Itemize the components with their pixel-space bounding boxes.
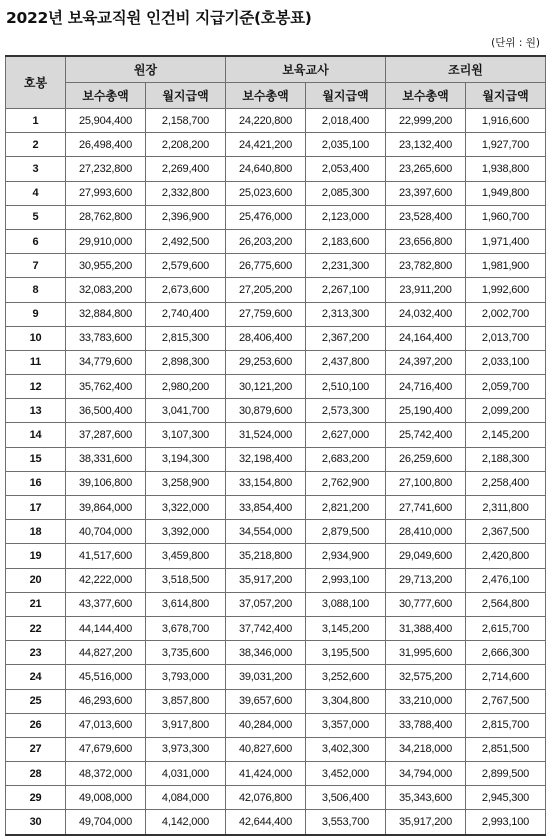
total-pay-cell: 30,121,200 (226, 375, 306, 399)
total-pay-cell: 44,827,200 (66, 641, 146, 665)
total-pay-cell: 38,346,000 (226, 641, 306, 665)
total-pay-cell: 39,864,000 (66, 496, 146, 520)
monthly-pay-cell: 2,188,300 (466, 447, 546, 471)
monthly-pay-cell: 2,683,200 (306, 447, 386, 471)
hobong-number: 14 (6, 423, 66, 447)
total-pay-cell: 26,775,600 (226, 254, 306, 278)
total-pay-cell: 34,218,000 (386, 737, 466, 761)
total-pay-cell: 36,500,400 (66, 399, 146, 423)
total-pay-cell: 43,377,600 (66, 592, 146, 616)
hobong-number: 7 (6, 254, 66, 278)
hobong-number: 26 (6, 713, 66, 737)
total-pay-cell: 26,203,200 (226, 229, 306, 253)
monthly-pay-cell: 2,420,800 (466, 544, 546, 568)
monthly-pay-cell: 3,322,000 (146, 496, 226, 520)
monthly-pay-cell: 3,392,000 (146, 520, 226, 544)
total-pay-cell: 35,343,600 (386, 786, 466, 810)
header-group-cook: 조리원 (386, 56, 546, 83)
total-pay-cell: 35,917,200 (386, 810, 466, 835)
table-row (6, 713, 546, 737)
header-hobong: 호봉 (6, 56, 66, 109)
table-row (6, 109, 546, 133)
table-row (6, 375, 546, 399)
total-pay-cell: 32,884,800 (66, 302, 146, 326)
total-pay-cell: 40,704,000 (66, 520, 146, 544)
monthly-pay-cell: 2,573,300 (306, 399, 386, 423)
total-pay-cell: 30,879,600 (226, 399, 306, 423)
total-pay-cell: 26,259,600 (386, 447, 466, 471)
total-pay-cell: 39,106,800 (66, 471, 146, 495)
header-total-pay: 보수총액 (66, 83, 146, 109)
monthly-pay-cell: 2,898,300 (146, 350, 226, 374)
total-pay-cell: 31,524,000 (226, 423, 306, 447)
monthly-pay-cell: 2,673,600 (146, 278, 226, 302)
hobong-number: 12 (6, 375, 66, 399)
monthly-pay-cell: 2,579,600 (146, 254, 226, 278)
table-row (6, 762, 546, 786)
total-pay-cell: 46,293,600 (66, 689, 146, 713)
header-total-pay: 보수총액 (386, 83, 466, 109)
hobong-number: 25 (6, 689, 66, 713)
total-pay-cell: 25,904,400 (66, 109, 146, 133)
total-pay-cell: 41,517,600 (66, 544, 146, 568)
monthly-pay-cell: 2,367,500 (466, 520, 546, 544)
header-monthly-pay: 월지급액 (306, 83, 386, 109)
table-body (6, 109, 546, 835)
hobong-number: 16 (6, 471, 66, 495)
salary-table (5, 55, 546, 836)
monthly-pay-cell: 3,194,300 (146, 447, 226, 471)
total-pay-cell: 25,476,000 (226, 205, 306, 229)
total-pay-cell: 24,421,200 (226, 133, 306, 157)
monthly-pay-cell: 1,960,700 (466, 205, 546, 229)
table-header (6, 56, 546, 109)
total-pay-cell: 39,031,200 (226, 665, 306, 689)
total-pay-cell: 48,372,000 (66, 762, 146, 786)
total-pay-cell: 29,910,000 (66, 229, 146, 253)
table-row (6, 157, 546, 181)
monthly-pay-cell: 2,035,100 (306, 133, 386, 157)
header-monthly-pay: 월지급액 (466, 83, 546, 109)
table-row (6, 302, 546, 326)
monthly-pay-cell: 2,627,000 (306, 423, 386, 447)
monthly-pay-cell: 1,992,600 (466, 278, 546, 302)
monthly-pay-cell: 4,031,000 (146, 762, 226, 786)
hobong-number: 27 (6, 737, 66, 761)
monthly-pay-cell: 3,459,800 (146, 544, 226, 568)
monthly-pay-cell: 2,476,100 (466, 568, 546, 592)
monthly-pay-cell: 2,762,900 (306, 471, 386, 495)
total-pay-cell: 27,205,200 (226, 278, 306, 302)
hobong-number: 28 (6, 762, 66, 786)
total-pay-cell: 28,406,400 (226, 326, 306, 350)
monthly-pay-cell: 2,208,200 (146, 133, 226, 157)
table-row (6, 447, 546, 471)
total-pay-cell: 35,218,800 (226, 544, 306, 568)
total-pay-cell: 44,144,400 (66, 616, 146, 640)
hobong-number: 8 (6, 278, 66, 302)
total-pay-cell: 23,782,800 (386, 254, 466, 278)
total-pay-cell: 28,410,000 (386, 520, 466, 544)
table-row (6, 278, 546, 302)
total-pay-cell: 42,076,800 (226, 786, 306, 810)
monthly-pay-cell: 1,971,400 (466, 229, 546, 253)
total-pay-cell: 34,554,000 (226, 520, 306, 544)
table-row (6, 205, 546, 229)
total-pay-cell: 47,013,600 (66, 713, 146, 737)
monthly-pay-cell: 1,927,700 (466, 133, 546, 157)
monthly-pay-cell: 3,402,300 (306, 737, 386, 761)
table-row (6, 181, 546, 205)
table-row (6, 471, 546, 495)
total-pay-cell: 29,713,200 (386, 568, 466, 592)
monthly-pay-cell: 2,615,700 (466, 616, 546, 640)
monthly-pay-cell: 2,158,700 (146, 109, 226, 133)
total-pay-cell: 33,154,800 (226, 471, 306, 495)
total-pay-cell: 27,993,600 (66, 181, 146, 205)
monthly-pay-cell: 3,735,600 (146, 641, 226, 665)
total-pay-cell: 23,132,400 (386, 133, 466, 157)
monthly-pay-cell: 2,002,700 (466, 302, 546, 326)
hobong-number: 6 (6, 229, 66, 253)
header-monthly-pay: 월지급액 (146, 83, 226, 109)
total-pay-cell: 25,190,400 (386, 399, 466, 423)
total-pay-cell: 24,397,200 (386, 350, 466, 374)
monthly-pay-cell: 2,099,200 (466, 399, 546, 423)
total-pay-cell: 23,656,800 (386, 229, 466, 253)
monthly-pay-cell: 3,304,800 (306, 689, 386, 713)
monthly-pay-cell: 2,767,500 (466, 689, 546, 713)
monthly-pay-cell: 2,437,800 (306, 350, 386, 374)
total-pay-cell: 35,762,400 (66, 375, 146, 399)
total-pay-cell: 49,008,000 (66, 786, 146, 810)
table-row (6, 326, 546, 350)
table-row (6, 133, 546, 157)
total-pay-cell: 27,741,600 (386, 496, 466, 520)
monthly-pay-cell: 2,899,500 (466, 762, 546, 786)
table-row (6, 254, 546, 278)
monthly-pay-cell: 2,332,800 (146, 181, 226, 205)
table-row (6, 641, 546, 665)
hobong-number: 17 (6, 496, 66, 520)
monthly-pay-cell: 2,018,400 (306, 109, 386, 133)
monthly-pay-cell: 3,041,700 (146, 399, 226, 423)
monthly-pay-cell: 2,492,500 (146, 229, 226, 253)
total-pay-cell: 26,498,400 (66, 133, 146, 157)
monthly-pay-cell: 2,033,100 (466, 350, 546, 374)
monthly-pay-cell: 3,793,000 (146, 665, 226, 689)
monthly-pay-cell: 2,993,100 (466, 810, 546, 835)
total-pay-cell: 27,759,600 (226, 302, 306, 326)
header-group-teacher: 보육교사 (226, 56, 386, 83)
monthly-pay-cell: 3,518,500 (146, 568, 226, 592)
total-pay-cell: 23,911,200 (386, 278, 466, 302)
hobong-number: 15 (6, 447, 66, 471)
total-pay-cell: 37,287,600 (66, 423, 146, 447)
monthly-pay-cell: 2,821,200 (306, 496, 386, 520)
total-pay-cell: 23,528,400 (386, 205, 466, 229)
monthly-pay-cell: 2,714,600 (466, 665, 546, 689)
total-pay-cell: 25,023,600 (226, 181, 306, 205)
monthly-pay-cell: 2,311,800 (466, 496, 546, 520)
monthly-pay-cell: 2,510,100 (306, 375, 386, 399)
monthly-pay-cell: 1,938,800 (466, 157, 546, 181)
hobong-number: 13 (6, 399, 66, 423)
table-row (6, 737, 546, 761)
total-pay-cell: 37,742,400 (226, 616, 306, 640)
monthly-pay-cell: 3,506,400 (306, 786, 386, 810)
total-pay-cell: 34,794,000 (386, 762, 466, 786)
hobong-number: 24 (6, 665, 66, 689)
total-pay-cell: 39,657,600 (226, 689, 306, 713)
total-pay-cell: 24,716,400 (386, 375, 466, 399)
total-pay-cell: 47,679,600 (66, 737, 146, 761)
total-pay-cell: 28,762,800 (66, 205, 146, 229)
table-row (6, 616, 546, 640)
total-pay-cell: 24,032,400 (386, 302, 466, 326)
monthly-pay-cell: 2,258,400 (466, 471, 546, 495)
monthly-pay-cell: 2,815,700 (466, 713, 546, 737)
page-title: 2022년 보육교직원 인건비 지급기준(호봉표) (6, 9, 312, 27)
monthly-pay-cell: 3,614,800 (146, 592, 226, 616)
total-pay-cell: 33,788,400 (386, 713, 466, 737)
monthly-pay-cell: 3,452,000 (306, 762, 386, 786)
table-row (6, 496, 546, 520)
hobong-number: 30 (6, 810, 66, 835)
monthly-pay-cell: 3,973,300 (146, 737, 226, 761)
total-pay-cell: 42,222,000 (66, 568, 146, 592)
table-row (6, 229, 546, 253)
monthly-pay-cell: 3,252,600 (306, 665, 386, 689)
total-pay-cell: 32,083,200 (66, 278, 146, 302)
total-pay-cell: 27,232,800 (66, 157, 146, 181)
monthly-pay-cell: 2,367,200 (306, 326, 386, 350)
table-row (6, 810, 546, 835)
monthly-pay-cell: 1,916,600 (466, 109, 546, 133)
total-pay-cell: 40,284,000 (226, 713, 306, 737)
monthly-pay-cell: 2,815,300 (146, 326, 226, 350)
hobong-number: 3 (6, 157, 66, 181)
hobong-number: 23 (6, 641, 66, 665)
monthly-pay-cell: 2,267,100 (306, 278, 386, 302)
table-row (6, 592, 546, 616)
monthly-pay-cell: 2,980,200 (146, 375, 226, 399)
monthly-pay-cell: 1,981,900 (466, 254, 546, 278)
monthly-pay-cell: 2,313,300 (306, 302, 386, 326)
total-pay-cell: 41,424,000 (226, 762, 306, 786)
total-pay-cell: 37,057,200 (226, 592, 306, 616)
monthly-pay-cell: 2,396,900 (146, 205, 226, 229)
total-pay-cell: 22,999,200 (386, 109, 466, 133)
monthly-pay-cell: 2,053,400 (306, 157, 386, 181)
table-row (6, 568, 546, 592)
table-row (6, 786, 546, 810)
total-pay-cell: 24,220,800 (226, 109, 306, 133)
monthly-pay-cell: 3,357,000 (306, 713, 386, 737)
monthly-pay-cell: 2,879,500 (306, 520, 386, 544)
hobong-number: 22 (6, 616, 66, 640)
total-pay-cell: 33,783,600 (66, 326, 146, 350)
table-row (6, 689, 546, 713)
monthly-pay-cell: 2,231,300 (306, 254, 386, 278)
total-pay-cell: 45,516,000 (66, 665, 146, 689)
hobong-number: 4 (6, 181, 66, 205)
monthly-pay-cell: 3,917,800 (146, 713, 226, 737)
monthly-pay-cell: 2,183,600 (306, 229, 386, 253)
total-pay-cell: 31,388,400 (386, 616, 466, 640)
unit-note: (단위 : 원) (491, 37, 540, 49)
hobong-number: 10 (6, 326, 66, 350)
total-pay-cell: 23,265,600 (386, 157, 466, 181)
total-pay-cell: 32,198,400 (226, 447, 306, 471)
total-pay-cell: 33,210,000 (386, 689, 466, 713)
hobong-number: 11 (6, 350, 66, 374)
total-pay-cell: 30,777,600 (386, 592, 466, 616)
hobong-number: 21 (6, 592, 66, 616)
monthly-pay-cell: 2,666,300 (466, 641, 546, 665)
monthly-pay-cell: 2,123,000 (306, 205, 386, 229)
table-row (6, 665, 546, 689)
hobong-number: 18 (6, 520, 66, 544)
hobong-number: 5 (6, 205, 66, 229)
table-row (6, 544, 546, 568)
total-pay-cell: 35,917,200 (226, 568, 306, 592)
monthly-pay-cell: 4,142,000 (146, 810, 226, 835)
total-pay-cell: 29,049,600 (386, 544, 466, 568)
monthly-pay-cell: 2,013,700 (466, 326, 546, 350)
hobong-number: 19 (6, 544, 66, 568)
table-row (6, 350, 546, 374)
table-row (6, 399, 546, 423)
monthly-pay-cell: 3,145,200 (306, 616, 386, 640)
monthly-pay-cell: 2,269,400 (146, 157, 226, 181)
total-pay-cell: 34,779,600 (66, 350, 146, 374)
total-pay-cell: 24,640,800 (226, 157, 306, 181)
total-pay-cell: 38,331,600 (66, 447, 146, 471)
monthly-pay-cell: 2,945,300 (466, 786, 546, 810)
total-pay-cell: 24,164,400 (386, 326, 466, 350)
total-pay-cell: 33,854,400 (226, 496, 306, 520)
total-pay-cell: 29,253,600 (226, 350, 306, 374)
monthly-pay-cell: 3,107,300 (146, 423, 226, 447)
table-row (6, 423, 546, 447)
monthly-pay-cell: 2,934,900 (306, 544, 386, 568)
monthly-pay-cell: 2,740,400 (146, 302, 226, 326)
hobong-number: 1 (6, 109, 66, 133)
monthly-pay-cell: 2,851,500 (466, 737, 546, 761)
monthly-pay-cell: 2,993,100 (306, 568, 386, 592)
table-row (6, 520, 546, 544)
hobong-number: 9 (6, 302, 66, 326)
total-pay-cell: 25,742,400 (386, 423, 466, 447)
monthly-pay-cell: 1,949,800 (466, 181, 546, 205)
monthly-pay-cell: 2,059,700 (466, 375, 546, 399)
monthly-pay-cell: 3,088,100 (306, 592, 386, 616)
hobong-number: 2 (6, 133, 66, 157)
header-group-director: 원장 (66, 56, 226, 83)
monthly-pay-cell: 2,145,200 (466, 423, 546, 447)
hobong-number: 20 (6, 568, 66, 592)
monthly-pay-cell: 3,258,900 (146, 471, 226, 495)
header-row-groups (6, 56, 546, 83)
monthly-pay-cell: 3,857,800 (146, 689, 226, 713)
monthly-pay-cell: 3,195,500 (306, 641, 386, 665)
header-row-sub (6, 83, 546, 109)
total-pay-cell: 27,100,800 (386, 471, 466, 495)
hobong-number: 29 (6, 786, 66, 810)
total-pay-cell: 49,704,000 (66, 810, 146, 835)
total-pay-cell: 40,827,600 (226, 737, 306, 761)
total-pay-cell: 30,955,200 (66, 254, 146, 278)
monthly-pay-cell: 2,085,300 (306, 181, 386, 205)
monthly-pay-cell: 2,564,800 (466, 592, 546, 616)
total-pay-cell: 23,397,600 (386, 181, 466, 205)
total-pay-cell: 32,575,200 (386, 665, 466, 689)
total-pay-cell: 31,995,600 (386, 641, 466, 665)
header-total-pay: 보수총액 (226, 83, 306, 109)
monthly-pay-cell: 3,678,700 (146, 616, 226, 640)
monthly-pay-cell: 3,553,700 (306, 810, 386, 835)
monthly-pay-cell: 4,084,000 (146, 786, 226, 810)
total-pay-cell: 42,644,400 (226, 810, 306, 835)
